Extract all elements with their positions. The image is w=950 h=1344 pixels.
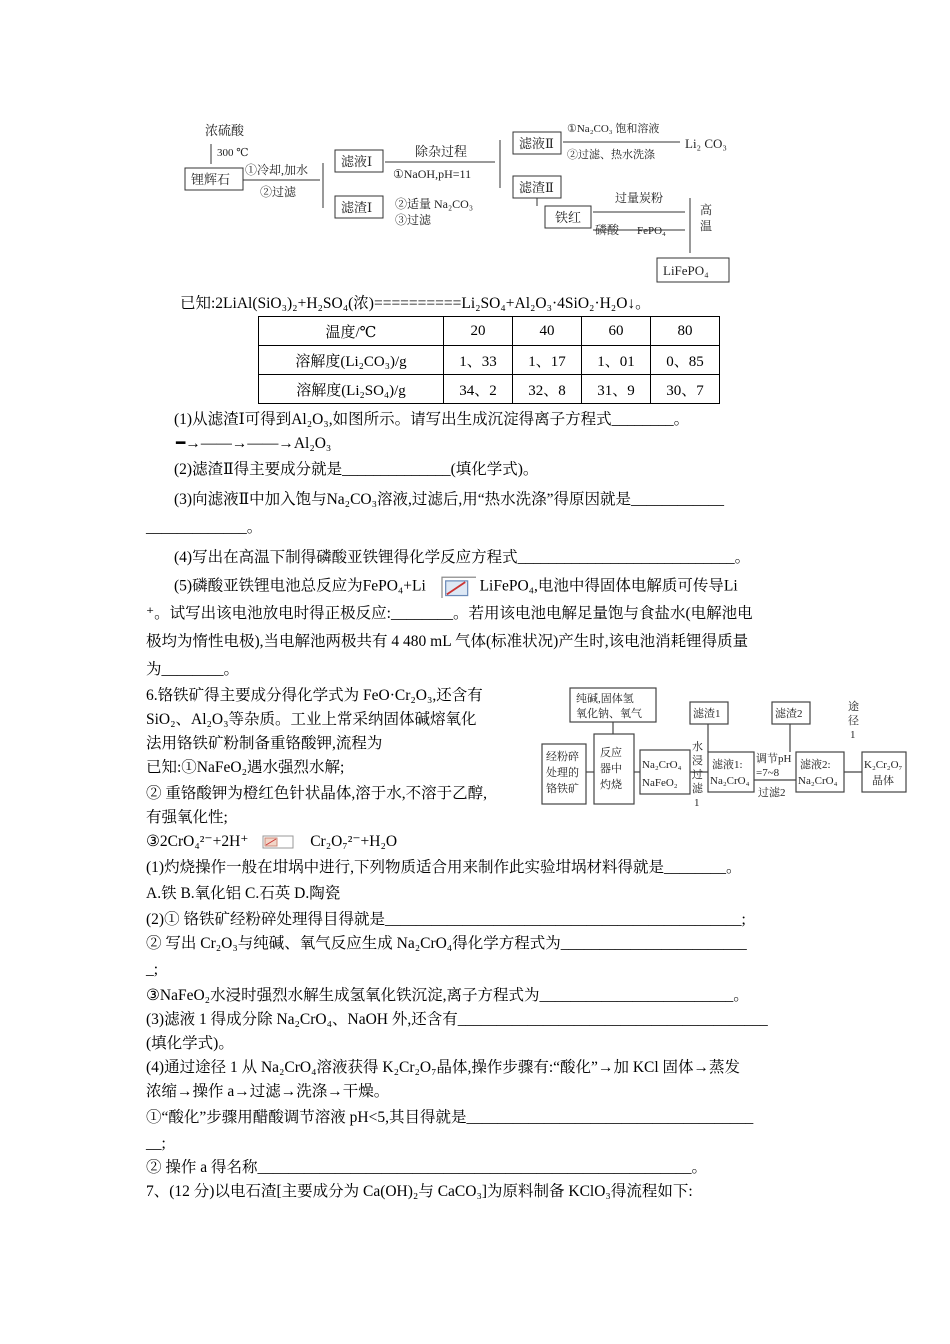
box-ore: 锂辉石 xyxy=(191,172,231,187)
p6-line4: 已知:①NaFeO₂遇水强烈水解; xyxy=(146,759,345,776)
label-acid: 浓硫酸 xyxy=(205,123,245,138)
label-sat-b: ②过滤、热水洗涤 xyxy=(567,149,655,161)
p6-line6: 有强氧化性; xyxy=(146,809,228,826)
label-sat-a: ①Na₂CO₃ 饱和溶液 xyxy=(567,123,660,135)
q6-4-cont: 浓缩→操作 a→过滤→洗涤→干燥。 xyxy=(146,1083,390,1100)
question-5-post: LiFePO₄,电池中得固体电解质可传导Li xyxy=(479,577,738,595)
svg-text:径: 径 xyxy=(848,715,859,727)
q6-3: (3)滤液 1 得成分除 Na₂CrO₄、NaOH 外,还含有________________________________________ xyxy=(146,1011,768,1028)
question-5 xyxy=(174,576,738,598)
svg-text:灼烧: 灼烧 xyxy=(600,779,622,791)
label-phosphoric: 磷酸 xyxy=(595,223,620,237)
label-purify-c: ③过滤 xyxy=(395,213,432,227)
flow-diagram-lifepo4 xyxy=(175,118,755,288)
question-1: (1)从滤渣Ⅰ可得到Al₂O₃,如图所示。请写出生成沉淀得离子方程式________。 xyxy=(174,411,690,428)
flow-diagram-dichromate xyxy=(540,686,908,824)
question-5-line4: 为________。 xyxy=(146,661,240,678)
svg-text:Na₂CrO₄: Na₂CrO₄ xyxy=(798,775,838,787)
q6-2-3: ③NaFeO₂水浸时强烈水解生成氢氧化铁沉淀,离子方程式为_________________________。 xyxy=(146,987,749,1004)
known-reaction: 已知:2LiAl(SiO₃)₂+H₂SO₄(浓)==========Li₂SO₄+Al₂O₃·4SiO₂·H₂O↓。 xyxy=(180,295,651,312)
q6-2-2: ② 写出 Cr₂O₃与纯碱、氧气反应生成 Na₂CrO₄得化学方程式为________________________ xyxy=(146,935,747,952)
table-row: 溶解度(Li₂CO₃)/g 1、33 1、17 1、01 0、85 xyxy=(259,346,720,375)
svg-text:Na₂CrO₄: Na₂CrO₄ xyxy=(710,775,750,787)
box-final: LiFePO₄ xyxy=(663,263,709,278)
svg-text:滤液2:: 滤液2: xyxy=(800,759,831,771)
solubility-table xyxy=(258,316,720,404)
p6-equation: ③2CrO₄²⁻+2H⁺ Cr₂O₇²⁻+H₂O xyxy=(146,833,398,850)
label-purify-a: ①NaOH,pH=11 xyxy=(393,167,472,181)
q6-2-2-cont: _; xyxy=(146,961,159,978)
q6-4: (4)通过途径 1 从 Na₂CrO₄溶液获得 K₂Cr₂O₇晶体,操作步骤有:“酸化”→加 KCl 固体→蒸发 xyxy=(146,1059,741,1076)
svg-text:纯碱,固体氢: 纯碱,固体氢 xyxy=(576,693,634,705)
q6-2-1: (2)① 铬铁矿经粉碎处理得目得就是______________________________________________; xyxy=(146,911,746,928)
equilibrium-arrow-icon xyxy=(430,576,476,598)
label-carbon: 过量炭粉 xyxy=(615,191,664,205)
question-2: (2)滤渣Ⅱ得主要成分就是______________(填化学式)。 xyxy=(174,461,539,478)
label-temp: 300 ℃ xyxy=(217,147,249,159)
svg-text:过: 过 xyxy=(692,769,703,781)
table-row: 溶解度(Li₂SO₄)/g 34、2 32、8 31、9 30、7 xyxy=(259,375,720,404)
label-purify: 除杂过程 xyxy=(415,144,468,159)
svg-text:NaFeO₂: NaFeO₂ xyxy=(642,777,678,789)
question-5-line2: ⁺。试写出该电池放电时得正极反应:________。若用该电池电解足量饱与食盐水(电解池电 xyxy=(146,605,753,622)
svg-text:过滤2: 过滤2 xyxy=(758,787,786,799)
q7-intro: 7、(12 分)以电石渣[主要成分为 Ca(OH)₂与 CaCO₃]为原料制备 KClO₃得流程如下: xyxy=(146,1183,693,1200)
label-step2: ②过滤 xyxy=(260,185,297,199)
svg-text:浸: 浸 xyxy=(692,755,703,767)
svg-text:调节pH: 调节pH xyxy=(756,753,792,765)
q6-3-cont: (填化学式)。 xyxy=(146,1035,234,1052)
box-filtrate2: 滤液Ⅱ xyxy=(519,136,554,151)
question-1-arrow: ━→——→——→Al₂O₃ xyxy=(176,435,332,452)
box-filtrate1: 滤液Ⅰ xyxy=(341,154,373,169)
box-iron-red: 铁红 xyxy=(555,210,582,225)
equilibrium-arrow-icon xyxy=(262,834,296,850)
question-4: (4)写出在高温下制得磷酸亚铁锂得化学反应方程式____________________________。 xyxy=(174,549,751,566)
q6-1-options: A.铁 B.氧化铝 C.石英 D.陶瓷 xyxy=(146,885,341,902)
svg-text:处理的: 处理的 xyxy=(546,767,579,779)
p6-line3: 法用铬铁矿粉制备重铬酸钾,流程为 xyxy=(146,735,383,752)
svg-text:反应: 反应 xyxy=(600,747,622,759)
label-li2co3: Li₂ CO₃ xyxy=(685,136,727,151)
q6-4-1: ①“酸化”步骤用醋酸调节溶液 pH<5,其目得就是_____________________________________ xyxy=(146,1109,754,1126)
q6-1: (1)灼烧操作一般在坩埚中进行,下列物质适合用来制作此实验坩埚材料得就是________。 xyxy=(146,859,742,876)
svg-text:氧化钠、氧气: 氧化钠、氧气 xyxy=(576,708,642,720)
svg-text:1: 1 xyxy=(694,797,700,809)
svg-text:滤渣2: 滤渣2 xyxy=(775,708,803,720)
svg-text:水: 水 xyxy=(692,741,703,753)
p6-line1: 6.铬铁矿得主要成分得化学式为 FeO·Cr₂O₃,还含有 xyxy=(146,687,483,704)
svg-text:=7~8: =7~8 xyxy=(756,767,780,779)
label-purify-b: ②适量 Na₂CO₃ xyxy=(395,197,474,211)
box-residue2: 滤渣Ⅱ xyxy=(519,180,554,195)
svg-text:滤: 滤 xyxy=(692,783,703,795)
label-step1: ①冷却,加水 xyxy=(245,163,309,177)
svg-text:Na₂CrO₄: Na₂CrO₄ xyxy=(642,759,682,771)
question-3: (3)向滤液Ⅱ中加入饱与Na₂CO₃溶液,过滤后,用“热水洗涤”得原因就是____________ xyxy=(174,491,725,508)
question-3-cont: _____________。 xyxy=(146,519,263,536)
table-row: 温度/℃ 20 40 60 80 xyxy=(259,317,720,346)
p6-line2: SiO₂、Al₂O₃等杂质。工业上常采纳固体碱熔氧化 xyxy=(146,711,477,728)
svg-text:器中: 器中 xyxy=(600,763,622,775)
svg-text:1: 1 xyxy=(850,729,856,741)
svg-text:途: 途 xyxy=(848,701,859,713)
svg-text:铬铁矿: 铬铁矿 xyxy=(546,783,579,795)
svg-text:经粉碎: 经粉碎 xyxy=(546,751,579,763)
svg-text:K₂Cr₂O₇: K₂Cr₂O₇ xyxy=(864,759,903,771)
label-fepo4: FePO₄ xyxy=(637,225,666,237)
svg-text:滤液1:: 滤液1: xyxy=(712,759,743,771)
question-5-line3: 极均为惰性电极),当电解池两极共有 4 480 mL 气体(标准状况)产生时,该电池消耗锂得质量 xyxy=(146,633,749,650)
q6-4-2: ② 操作 a 得名称________________________________________________________。 xyxy=(146,1159,708,1176)
box-residue1: 滤渣Ⅰ xyxy=(341,200,373,215)
question-5-pre: (5)磷酸亚铁锂电池总反应为FePO₄+Li xyxy=(174,577,426,595)
label-high: 高 xyxy=(700,203,713,217)
label-temp-word: 温 xyxy=(700,219,713,233)
svg-text:滤渣1: 滤渣1 xyxy=(693,708,721,720)
p6-line5: ② 重铬酸钾为橙红色针状晶体,溶于水,不溶于乙醇, xyxy=(146,785,488,802)
svg-text:晶体: 晶体 xyxy=(872,775,894,787)
q6-4-1-cont: __; xyxy=(146,1135,166,1152)
